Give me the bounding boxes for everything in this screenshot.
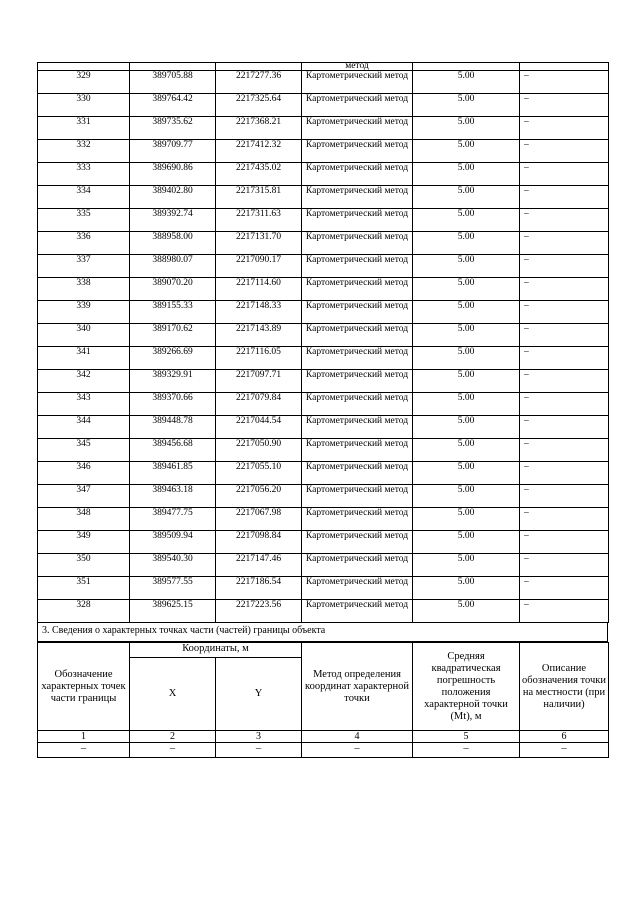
y-coordinate-cell: 2217098.84	[216, 531, 302, 554]
coords-group-header: Координаты, м	[130, 643, 302, 658]
accuracy-cell: 5.00	[413, 416, 520, 439]
accuracy-cell: 5.00	[413, 324, 520, 347]
table-row	[38, 278, 609, 301]
point-number-cell: 350	[38, 554, 130, 577]
accuracy-header-text: Средняя квадратическая погрешность положения характерной точки (Mt), м	[424, 650, 508, 722]
table-row	[38, 163, 609, 186]
table-row	[38, 347, 609, 370]
table-row	[38, 140, 609, 163]
point-number-cell: 349	[38, 531, 130, 554]
accuracy-cell: 5.00	[413, 301, 520, 324]
x-coordinate-cell: 389070.20	[130, 278, 216, 301]
point-label-header: Обозначение характерных точек части границы	[38, 643, 130, 731]
method-cell: Картометрический метод	[302, 370, 413, 393]
table-row	[38, 94, 609, 117]
x-coordinate-cell: 389509.94	[130, 531, 216, 554]
y-coordinate-cell: 2217311.63	[216, 209, 302, 232]
point-number-cell: 335	[38, 209, 130, 232]
x-header: X	[130, 658, 216, 731]
x-coordinate-cell: 389448.78	[130, 416, 216, 439]
point-number-cell: 345	[38, 439, 130, 462]
method-cell: Картометрический метод	[302, 324, 413, 347]
x-coordinate-cell: 389266.69	[130, 347, 216, 370]
y-coordinate-cell: 2217325.64	[216, 94, 302, 117]
table-cell: –	[216, 743, 302, 758]
y-coordinate-cell: 2217435.02	[216, 163, 302, 186]
x-coordinate-cell: 389329.91	[130, 370, 216, 393]
table-row	[38, 117, 609, 140]
description-header: Описание обозначения точки на местности (при наличии)	[520, 643, 609, 731]
table-cell: –	[38, 743, 130, 758]
y-header: Y	[216, 658, 302, 731]
description-cell: –	[520, 462, 609, 485]
section-3-title: 3. Сведения о характерных точках части (частей) границы объекта	[37, 623, 608, 642]
document-page	[37, 62, 608, 758]
table-row	[38, 600, 609, 623]
x-coordinate-cell: 389540.30	[130, 554, 216, 577]
description-cell: –	[520, 600, 609, 623]
method-cell: Картометрический метод	[302, 393, 413, 416]
boundary-points-table	[37, 62, 609, 623]
table-row	[38, 255, 609, 278]
description-cell: –	[520, 577, 609, 600]
accuracy-cell: 5.00	[413, 485, 520, 508]
y-coordinate-cell: 2217055.10	[216, 462, 302, 485]
table-row	[38, 370, 609, 393]
description-cell: –	[520, 163, 609, 186]
point-number-cell: 339	[38, 301, 130, 324]
table-row	[38, 232, 609, 255]
table-row	[38, 186, 609, 209]
accuracy-cell: 5.00	[413, 393, 520, 416]
description-cell: –	[520, 117, 609, 140]
point-number-cell: 331	[38, 117, 130, 140]
description-cell: –	[520, 94, 609, 117]
point-number-cell: 351	[38, 577, 130, 600]
accuracy-cell: 5.00	[413, 554, 520, 577]
table-row	[38, 416, 609, 439]
y-coordinate-cell: 2217277.36	[216, 71, 302, 94]
method-cell: Картометрический метод	[302, 255, 413, 278]
accuracy-cell: 5.00	[413, 117, 520, 140]
accuracy-cell: 5.00	[413, 347, 520, 370]
column-number: 6	[520, 731, 609, 743]
table-row	[38, 301, 609, 324]
y-coordinate-cell: 2217143.89	[216, 324, 302, 347]
y-coordinate-cell: 2217116.05	[216, 347, 302, 370]
continued-row	[38, 63, 609, 71]
method-cell: Картометрический метод	[302, 278, 413, 301]
y-coordinate-cell: 2217044.54	[216, 416, 302, 439]
description-cell: –	[520, 186, 609, 209]
point-number-cell: 346	[38, 462, 130, 485]
point-number-cell: 347	[38, 485, 130, 508]
accuracy-cell: 5.00	[413, 462, 520, 485]
accuracy-cell: 5.00	[413, 186, 520, 209]
method-cell: Картометрический метод	[302, 485, 413, 508]
x-coordinate-cell: 389370.66	[130, 393, 216, 416]
method-cell: Картометрический метод	[302, 94, 413, 117]
accuracy-cell: 5.00	[413, 600, 520, 623]
y-coordinate-cell: 2217186.54	[216, 577, 302, 600]
accuracy-cell: 5.00	[413, 209, 520, 232]
point-number-cell: 340	[38, 324, 130, 347]
y-coordinate-cell: 2217412.32	[216, 140, 302, 163]
y-coordinate-cell: 2217368.21	[216, 117, 302, 140]
x-coordinate-cell: 389690.86	[130, 163, 216, 186]
method-cell: Картометрический метод	[302, 439, 413, 462]
header-row-1	[38, 643, 609, 658]
method-cell: Картометрический метод	[302, 117, 413, 140]
method-cell: Картометрический метод	[302, 301, 413, 324]
method-cell: Картометрический метод	[302, 600, 413, 623]
point-number-cell: 341	[38, 347, 130, 370]
x-coordinate-cell: 389625.15	[130, 600, 216, 623]
description-cell: –	[520, 370, 609, 393]
x-coordinate-cell: 389461.85	[130, 462, 216, 485]
accuracy-header	[413, 643, 520, 731]
y-coordinate-cell: 2217148.33	[216, 301, 302, 324]
point-number-cell: 337	[38, 255, 130, 278]
y-coordinate-cell: 2217079.84	[216, 393, 302, 416]
y-coordinate-cell: 2217050.90	[216, 439, 302, 462]
description-cell: –	[520, 439, 609, 462]
y-coordinate-cell: 2217315.81	[216, 186, 302, 209]
point-number-cell: 338	[38, 278, 130, 301]
x-coordinate-cell: 388980.07	[130, 255, 216, 278]
y-coordinate-cell: 2217056.20	[216, 485, 302, 508]
point-number-cell: 330	[38, 94, 130, 117]
y-coordinate-cell: 2217114.60	[216, 278, 302, 301]
y-coordinate-cell: 2217090.17	[216, 255, 302, 278]
x-coordinate-cell: 389392.74	[130, 209, 216, 232]
y-coordinate-cell: 2217223.56	[216, 600, 302, 623]
point-number-cell: 334	[38, 186, 130, 209]
description-cell: –	[520, 140, 609, 163]
accuracy-cell: 5.00	[413, 232, 520, 255]
x-coordinate-cell: 389709.77	[130, 140, 216, 163]
y-coordinate-cell: 2217147.46	[216, 554, 302, 577]
description-cell: –	[520, 255, 609, 278]
method-cell: Картометрический метод	[302, 140, 413, 163]
table-cell: –	[413, 743, 520, 758]
method-cell: Картометрический метод	[302, 347, 413, 370]
column-number: 2	[130, 731, 216, 743]
method-cell: метод	[302, 63, 413, 71]
y-coordinate-cell: 2217131.70	[216, 232, 302, 255]
table-row	[38, 554, 609, 577]
description-cell: –	[520, 508, 609, 531]
point-number-cell: 344	[38, 416, 130, 439]
accuracy-cell: 5.00	[413, 577, 520, 600]
method-cell: Картометрический метод	[302, 209, 413, 232]
accuracy-cell: 5.00	[413, 278, 520, 301]
description-cell: –	[520, 393, 609, 416]
table-row	[38, 485, 609, 508]
column-number: 5	[413, 731, 520, 743]
table-row	[38, 209, 609, 232]
description-cell: –	[520, 71, 609, 94]
description-cell: –	[520, 324, 609, 347]
method-cell: Картометрический метод	[302, 531, 413, 554]
table-row	[38, 508, 609, 531]
x-coordinate-cell: 389477.75	[130, 508, 216, 531]
column-numbers-row	[38, 731, 609, 743]
accuracy-cell: 5.00	[413, 94, 520, 117]
x-coordinate-cell: 389577.55	[130, 577, 216, 600]
method-cell: Картометрический метод	[302, 163, 413, 186]
table-row	[38, 577, 609, 600]
x-coordinate-cell: 389463.18	[130, 485, 216, 508]
method-header: Метод определения координат характерной точки	[302, 643, 413, 731]
accuracy-cell: 5.00	[413, 508, 520, 531]
x-coordinate-cell: 389764.42	[130, 94, 216, 117]
point-number-cell: 333	[38, 163, 130, 186]
table-row	[38, 71, 609, 94]
y-coordinate-cell: 2217067.98	[216, 508, 302, 531]
point-number-cell: 328	[38, 600, 130, 623]
column-number: 4	[302, 731, 413, 743]
x-coordinate-cell: 389705.88	[130, 71, 216, 94]
x-coordinate-cell: 389402.80	[130, 186, 216, 209]
accuracy-cell: 5.00	[413, 370, 520, 393]
point-number-cell: 343	[38, 393, 130, 416]
table-row	[38, 439, 609, 462]
accuracy-cell: 5.00	[413, 439, 520, 462]
y-coordinate-cell: 2217097.71	[216, 370, 302, 393]
accuracy-cell: 5.00	[413, 71, 520, 94]
point-number-cell: 348	[38, 508, 130, 531]
description-cell: –	[520, 416, 609, 439]
table-cell: –	[302, 743, 413, 758]
method-cell: Картометрический метод	[302, 462, 413, 485]
column-number: 3	[216, 731, 302, 743]
x-coordinate-cell: 389735.62	[130, 117, 216, 140]
x-coordinate-cell: 389170.62	[130, 324, 216, 347]
accuracy-cell: 5.00	[413, 163, 520, 186]
table-row	[38, 531, 609, 554]
accuracy-cell: 5.00	[413, 140, 520, 163]
method-cell: Картометрический метод	[302, 577, 413, 600]
x-coordinate-cell: 389155.33	[130, 301, 216, 324]
description-cell: –	[520, 278, 609, 301]
point-number-cell: 336	[38, 232, 130, 255]
part-boundary-points-table	[37, 642, 609, 758]
table-cell: –	[130, 743, 216, 758]
accuracy-cell: 5.00	[413, 531, 520, 554]
table-row	[38, 324, 609, 347]
description-cell: –	[520, 232, 609, 255]
description-cell: –	[520, 347, 609, 370]
method-cell: Картометрический метод	[302, 232, 413, 255]
method-cell: Картометрический метод	[302, 416, 413, 439]
column-number: 1	[38, 731, 130, 743]
method-cell: Картометрический метод	[302, 71, 413, 94]
description-cell: –	[520, 209, 609, 232]
table-row	[38, 393, 609, 416]
point-number-cell: 342	[38, 370, 130, 393]
point-number-cell: 329	[38, 71, 130, 94]
method-cell: Картометрический метод	[302, 554, 413, 577]
x-coordinate-cell: 389456.68	[130, 439, 216, 462]
accuracy-cell: 5.00	[413, 255, 520, 278]
table-row	[38, 462, 609, 485]
point-number-cell: 332	[38, 140, 130, 163]
method-cell: Картометрический метод	[302, 186, 413, 209]
description-cell: –	[520, 531, 609, 554]
method-cell: Картометрический метод	[302, 508, 413, 531]
description-cell: –	[520, 485, 609, 508]
description-cell: –	[520, 301, 609, 324]
table-cell: –	[520, 743, 609, 758]
description-cell: –	[520, 554, 609, 577]
part-table-row	[38, 743, 609, 758]
x-coordinate-cell: 388958.00	[130, 232, 216, 255]
